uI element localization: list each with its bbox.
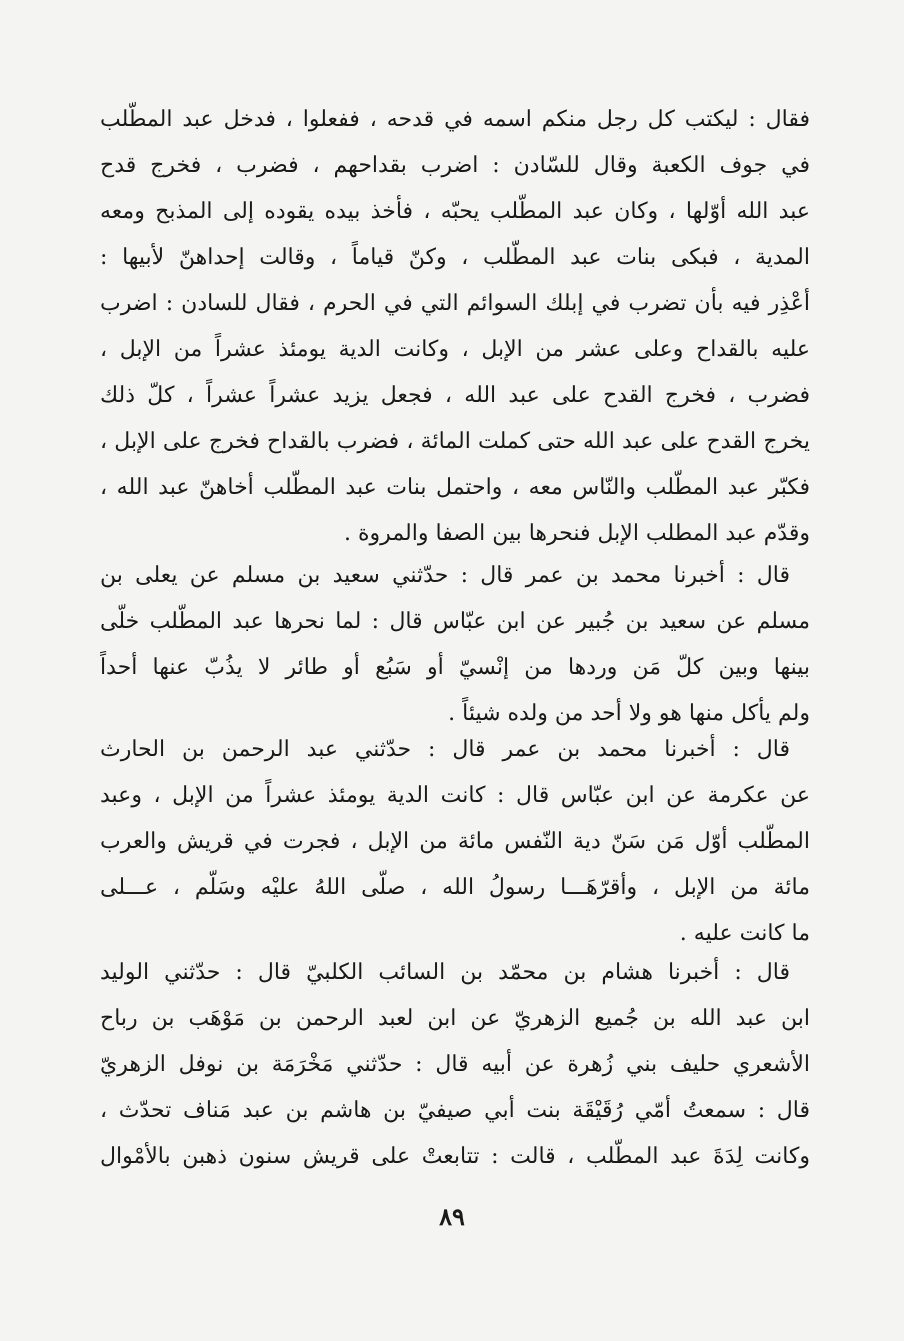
text-line: المدية ، فبكى بنات عبد المطّلب ، وكنّ قياماً ، وقالت إحداهنّ لأبيها :	[100, 245, 810, 270]
text-line: فكبّر عبد المطّلب والنّاس معه ، واحتمل بنات عبد المطّلب أخاهنّ عبد الله ،	[100, 475, 810, 500]
text-line: المطّلب أوّل مَن سَنّ دية النّفس مائة من الإبل ، فجرت في قريش والعرب	[100, 829, 810, 854]
text-line: بينها وبين كلّ مَن وردها من إنْسيّ أو سَبُع أو طائر لا يذُبّ عنها أحداً	[100, 655, 810, 680]
text-line: الأشعري حليف بني زُهرة عن أبيه قال : حدّثني مَخْرَمَة بن نوفل الزهريّ	[100, 1052, 810, 1077]
text-line: ابن عبد الله بن جُميع الزهريّ عن ابن لعبد الرحمن بن مَوْهَب بن رباح	[100, 1006, 810, 1031]
text-line: ما كانت عليه .	[679, 921, 810, 946]
paragraph-2	[100, 553, 810, 737]
text-line: قال : أخبرنا محمد بن عمر قال : حدّثني عبد الرحمن بن الحارث	[100, 737, 790, 762]
text-line: فقال : ليكتب كل رجل منكم اسمه في قدحه ، ففعلوا ، فدخل عبد المطّلب	[100, 107, 810, 132]
text-line: وقدّم عبد المطلب الإبل فنحرها بين الصفا والمروة .	[344, 521, 810, 546]
text-line: عن عكرمة عن ابن عبّاس قال : كانت الدية يومئذ عشراً من الإبل ، وعبد	[100, 783, 810, 808]
page-number: ٨٩	[439, 1202, 465, 1231]
text-line: أعْذِر فيه بأن تضرب في إبلك السوائم التي في الحرم ، فقال للسادن : اضرب	[100, 291, 810, 316]
text-line: قال : أخبرنا هشام بن محمّد بن السائب الكلبيّ قال : حدّثني الوليد	[100, 960, 790, 985]
text-line: مائة من الإبل ، وأقرّهَـــا رسولُ الله ، صلّى اللهُ عليْه وسَلّم ، عـــلى	[100, 875, 810, 900]
text-line: في جوف الكعبة وقال للسّادن : اضرب بقداحهم ، فضرب ، فخرج قدح	[100, 153, 810, 178]
text-line: قال : سمعتُ أمّي رُقَيْقَة بنت أبي صيفيّ بن هاشم بن عبد مَناف تحدّث ،	[100, 1098, 810, 1123]
text-line: فضرب ، فخرج القدح على عبد الله ، فجعل يزيد عشراً عشراً ، كلّ ذلك	[100, 383, 810, 408]
text-line: وكانت لِدَةَ عبد المطّلب ، قالت : تتابعتْ على قريش سنون ذهبن بالأمْوال	[100, 1144, 810, 1169]
text-line: ولم يأكل منها هو ولا أحد من ولده شيئاً .	[448, 701, 810, 726]
text-line: عبد الله أوّلها ، وكان عبد المطّلب يحبّه ، فأخذ بيده يقوده إلى المذبح ومعه	[100, 199, 810, 224]
text-line: عليه بالقداح وعلى عشر من الإبل ، وكانت الدية يومئذ عشراً من الإبل ،	[100, 337, 810, 362]
text-line: يخرج القدح على عبد الله حتى كملت المائة ، فضرب بالقداح فخرج على الإبل ،	[100, 429, 810, 454]
paragraph-3	[100, 727, 810, 957]
paragraph-4	[100, 950, 810, 1180]
text-line: مسلم عن سعيد بن جُبير عن ابن عبّاس قال : لما نحرها عبد المطّلب خلّى	[100, 609, 810, 634]
text-line: قال : أخبرنا محمد بن عمر قال : حدّثني سعيد بن مسلم عن يعلى بن	[100, 563, 791, 588]
paragraph-1	[100, 97, 810, 557]
